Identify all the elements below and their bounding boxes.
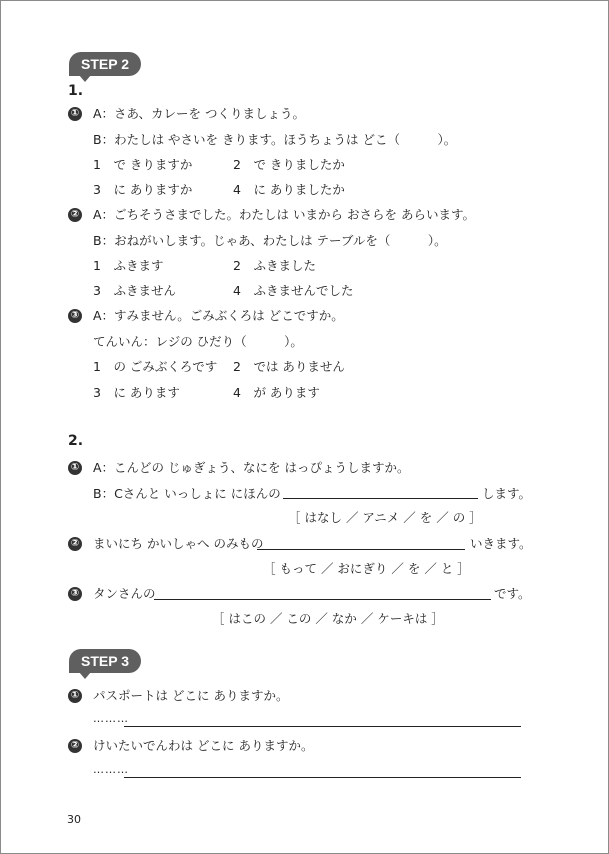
s3-q1-question: パスポートは どこに ありますか。 xyxy=(93,688,289,703)
step2-badge: STEP 2 xyxy=(69,52,141,76)
s1-q2-choice-1[interactable]: 1 ふきます xyxy=(93,258,164,273)
s1-q3-choice-2[interactable]: 2 では ありません xyxy=(233,359,345,374)
s1-q1-choice-4[interactable]: 4 に ありましたか xyxy=(233,182,345,197)
s1-q2-choice-4[interactable]: 4 ふきませんでした xyxy=(233,283,354,298)
s3-q2-question: けいたいでんわは どこに ありますか。 xyxy=(93,738,314,753)
s2-q1-line-a: A：こんどの じゅぎょう、なにを はっぴょうしますか。 xyxy=(93,460,410,475)
s1-q2-choice-2[interactable]: 2 ふきました xyxy=(233,258,316,273)
s1-q1-line-a: A：さあ、カレーを つくりましょう。 xyxy=(93,106,306,121)
question-marker-1: ① xyxy=(68,107,82,121)
page-number: 30 xyxy=(67,813,81,826)
s1-q2-line-a: A：ごちそうさまでした。わたしは いまから おさらを あらいます。 xyxy=(93,207,475,222)
s2-q1-line-b-pre: B：Cさんと いっしょに にほんの xyxy=(93,486,281,501)
s2-q1-answer-line[interactable] xyxy=(283,498,478,499)
s1-q3-choice-4[interactable]: 4 が あります xyxy=(233,385,320,400)
question-marker-2: ② xyxy=(68,208,82,222)
s2-q1-word-bank: ［ はなし ／ アニメ ／ を ／ の ］ xyxy=(288,510,482,525)
s2-q2-pre: まいにち かいしゃへ のみもの xyxy=(93,536,264,551)
question-marker-1: ① xyxy=(68,689,82,703)
s1-q1-choice-3[interactable]: 3 に ありますか xyxy=(93,182,193,197)
section-1-number: 1. xyxy=(68,83,84,99)
question-marker-3: ③ xyxy=(68,587,82,601)
s1-q1-line-b: B：わたしは やさいを きります。ほうちょうは どこ（ ）。 xyxy=(93,132,457,147)
s1-q2-choice-3[interactable]: 3 ふきません xyxy=(93,283,176,298)
s1-q2-line-b: B：おねがいします。じゃあ、わたしは テーブルを（ ）。 xyxy=(93,233,447,248)
s2-q2-word-bank: ［ もって ／ おにぎり ／ を ／ と ］ xyxy=(263,561,470,576)
s1-q3-line-a: A：すみません。ごみぶくろは どこですか。 xyxy=(93,308,344,323)
step3-badge: STEP 3 xyxy=(69,649,141,673)
s2-q3-word-bank: ［ はこの ／ この ／ なか ／ ケーキは ］ xyxy=(212,611,444,626)
section-2-number: 2. xyxy=(68,433,84,449)
s2-q2-answer-line[interactable] xyxy=(257,549,465,550)
s1-q3-choice-1[interactable]: 1 の ごみぶくろです xyxy=(93,359,218,374)
s1-q3-choice-3[interactable]: 3 に あります xyxy=(93,385,180,400)
question-marker-2: ② xyxy=(68,739,82,753)
s2-q3-pre: タンさんの xyxy=(93,586,156,601)
s3-q1-answer-line[interactable] xyxy=(124,726,521,727)
question-marker-3: ③ xyxy=(68,309,82,323)
s3-q1-answer-dots: ……… xyxy=(93,712,129,725)
s2-q3-post: です。 xyxy=(494,586,531,601)
s3-q2-answer-dots: ……… xyxy=(93,763,129,776)
s2-q1-line-b-post: します。 xyxy=(482,486,532,501)
s1-q1-choice-2[interactable]: 2 で きりましたか xyxy=(233,157,345,172)
s1-q1-choice-1[interactable]: 1 で きりますか xyxy=(93,157,193,172)
s2-q3-answer-line[interactable] xyxy=(154,599,491,600)
s2-q2-post: いきます。 xyxy=(470,536,532,551)
question-marker-2: ② xyxy=(68,537,82,551)
s3-q2-answer-line[interactable] xyxy=(124,777,521,778)
question-marker-1: ① xyxy=(68,461,82,475)
s1-q3-line-b: てんいん：レジの ひだり（ ）。 xyxy=(93,334,303,349)
